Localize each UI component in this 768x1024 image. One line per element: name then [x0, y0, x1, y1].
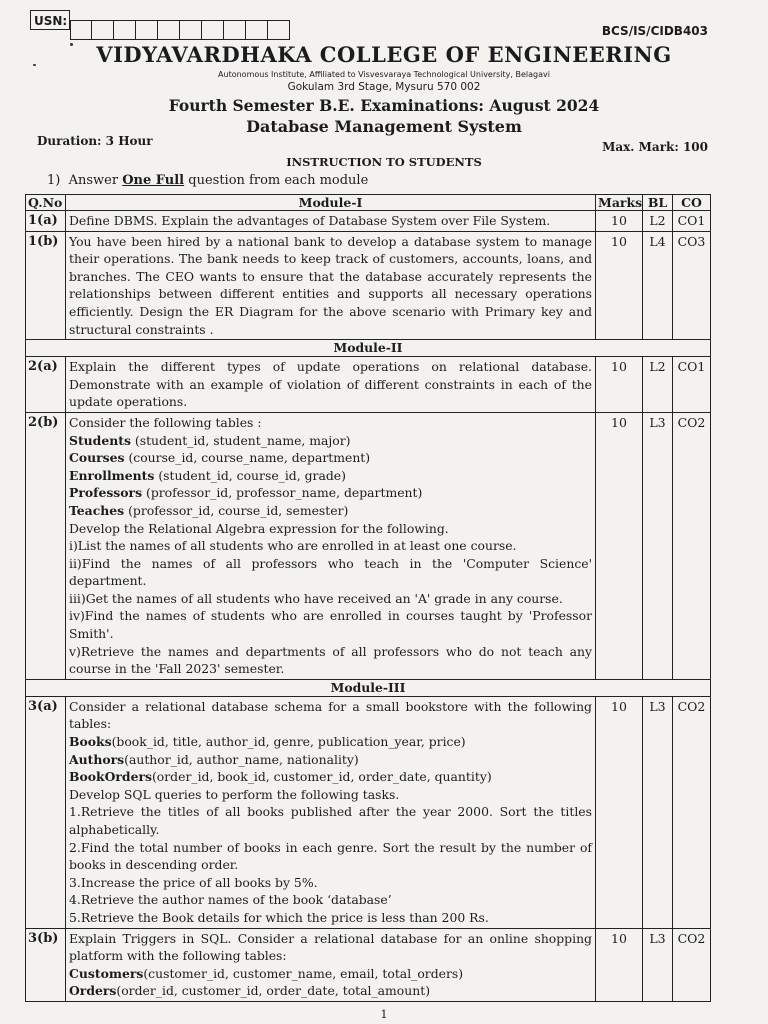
- question-text: [66, 696, 596, 928]
- table-name: Students: [69, 432, 131, 448]
- header-qno: Q.No: [26, 195, 66, 211]
- usn-box: [158, 20, 180, 40]
- course-outcome: CO2: [673, 696, 711, 928]
- sub-question: ii)Find the names of all professors who teach in the 'Computer Science' department.: [69, 555, 592, 589]
- instruction-number: 1): [47, 173, 61, 188]
- table-columns: (course_id, course_name, department): [124, 450, 371, 466]
- table-schema: [69, 751, 592, 769]
- page-number: 1: [380, 1008, 388, 1021]
- question-text: You have been hired by a national bank to develop a database system to manage their operations. The bank needs to keep track of customers, accounts, loans, and branches. The CEO wants to ensure that the database accurately represents the relationships between different entities and supports all necessary operations efficiently. Design the ER Diagram for the above scenario with Primary key and structural constraints .: [66, 231, 596, 340]
- table-name: BookOrders: [69, 769, 152, 785]
- table-schema: [69, 484, 592, 502]
- table-columns: (student_id, student_name, major): [130, 432, 351, 448]
- marks: 10: [596, 357, 643, 413]
- table-name: Teaches: [69, 502, 125, 518]
- question-intro: Consider a relational database schema for a small bookstore with the following tables:: [69, 698, 592, 732]
- question-number: 3(b): [26, 928, 66, 1001]
- instruction-pre: Answer: [68, 173, 119, 188]
- table-columns: (order_id, book_id, customer_id, order_date, quantity): [151, 769, 492, 785]
- table-columns: (book_id, title, author_id, genre, publication_year, price): [111, 734, 466, 750]
- usn-box: [180, 20, 202, 40]
- table-columns: (student_id, course_id, grade): [154, 467, 346, 483]
- table-schema: [69, 733, 592, 751]
- question-row: [26, 928, 711, 1001]
- table-columns: (professor_id, professor_name, department): [142, 485, 423, 501]
- module-title: Module-I: [66, 195, 596, 211]
- table-name: Authors: [69, 751, 125, 767]
- duration: Duration: 3 Hour: [37, 134, 153, 148]
- table-columns: (customer_id, customer_name, email, total_orders): [143, 965, 464, 981]
- task-instruction: Develop the Relational Algebra expression for the following.: [69, 520, 449, 536]
- marks: 10: [596, 696, 643, 928]
- question-number: 1(b): [26, 231, 66, 340]
- table-header: [26, 195, 711, 211]
- sub-question: 5.Retrieve the Book details for which the price is less than 200 Rs.: [69, 909, 489, 925]
- instruction-emph: One Full: [122, 173, 185, 188]
- question-number: 2(a): [26, 357, 66, 413]
- table-name: Professors: [69, 485, 143, 501]
- affiliation: Autonomous Institute, Affiliated to Visvesvaraya Technological University, Belagavi: [218, 70, 550, 79]
- question-table: [25, 194, 711, 1002]
- sub-question: v)Retrieve the names and departments of all professors who do not teach any course in the 'Fall 2023' semester.: [69, 643, 592, 677]
- paper-code: BCS/IS/CIDB403: [601, 24, 708, 38]
- question-text: Define DBMS. Explain the advantages of Database System over File System.: [66, 211, 596, 232]
- question-text: Explain the different types of update operations on relational database. Demonstrate with an example of violation of different constraints in each of the update operations.: [66, 357, 596, 413]
- college-name: VIDYAVARDHAKA COLLEGE OF ENGINEERING: [96, 42, 672, 67]
- question-row: [26, 357, 711, 413]
- bloom-level: L2: [643, 357, 673, 413]
- header-marks: Marks: [596, 195, 643, 211]
- header-co: CO: [673, 195, 711, 211]
- subject-title: Database Management System: [246, 117, 522, 136]
- usn-boxes: [70, 20, 290, 40]
- sub-question: 1.Retrieve the titles of all books published after the year 2000. Sort the titles alphabetically.: [69, 804, 592, 837]
- question-number: 3(a): [26, 696, 66, 928]
- sub-question: iii)Get the names of all students who have received an 'A' grade in any course.: [69, 590, 563, 606]
- table-schema: [69, 768, 592, 786]
- question-number: 2(b): [26, 412, 66, 679]
- table-name: Books: [69, 734, 112, 750]
- marks: 10: [596, 211, 643, 232]
- sub-question: 3.Increase the price of all books by 5%.: [69, 874, 318, 890]
- question-text: [66, 928, 596, 1001]
- max-mark: Max. Mark: 100: [602, 140, 708, 154]
- table-name: Enrollments: [69, 467, 155, 483]
- question-intro: Explain Triggers in SQL. Consider a relational database for an online shopping platform with the following tables:: [69, 930, 592, 964]
- usn-box: [92, 20, 114, 40]
- address: Gokulam 3rd Stage, Mysuru 570 002: [287, 81, 481, 93]
- module-title: Module-II: [26, 340, 711, 357]
- course-outcome: CO3: [673, 231, 711, 340]
- usn-box: [70, 20, 92, 40]
- question-intro: Consider the following tables :: [69, 414, 262, 430]
- bloom-level: L3: [643, 412, 673, 679]
- module-row: [26, 679, 711, 696]
- marks: 10: [596, 412, 643, 679]
- table-schema: [69, 467, 592, 485]
- sub-question: i)List the names of all students who are enrolled in at least one course.: [69, 538, 517, 554]
- table-schema: [69, 502, 592, 520]
- table-name: Courses: [69, 450, 125, 466]
- course-outcome: CO2: [673, 412, 711, 679]
- usn-box: [202, 20, 224, 40]
- usn-box: [268, 20, 290, 40]
- sub-question: 2.Find the total number of books in each genre. Sort the result by the number of books in descending order.: [69, 839, 592, 873]
- course-outcome: CO1: [673, 357, 711, 413]
- task-instruction: Develop SQL queries to perform the following tasks.: [69, 786, 400, 802]
- bloom-level: L3: [643, 696, 673, 928]
- table-schema: [69, 965, 592, 983]
- marks: 10: [596, 231, 643, 340]
- sub-question: iv)Find the names of students who are enrolled in courses taught by 'Professor Smith'.: [69, 608, 592, 642]
- question-number: 1(a): [26, 211, 66, 232]
- table-schema: [69, 432, 592, 450]
- table-columns: (order_id, customer_id, order_date, total_amount): [116, 983, 431, 999]
- table-columns: (professor_id, course_id, semester): [124, 502, 349, 518]
- sub-question: 4.Retrieve the author names of the book ‘database’: [69, 892, 392, 908]
- bloom-level: L2: [643, 211, 673, 232]
- bloom-level: L4: [643, 231, 673, 340]
- usn-box: [114, 20, 136, 40]
- exam-title: Fourth Semester B.E. Examinations: August 2024: [168, 96, 600, 115]
- bloom-level: L3: [643, 928, 673, 1001]
- usn-label: USN:: [30, 10, 70, 30]
- instructions-title: INSTRUCTION TO STUDENTS: [286, 155, 482, 169]
- instruction-1: [47, 173, 368, 188]
- course-outcome: CO1: [673, 211, 711, 232]
- course-outcome: CO2: [673, 928, 711, 1001]
- module-title: Module-III: [26, 679, 711, 696]
- header-bl: BL: [643, 195, 673, 211]
- usn-box: [246, 20, 268, 40]
- table-name: Customers: [69, 965, 144, 981]
- usn-box: [136, 20, 158, 40]
- table-name: Orders: [69, 983, 117, 999]
- question-row: [26, 412, 711, 679]
- question-text: [66, 412, 596, 679]
- instruction-post: question from each module: [188, 173, 369, 188]
- question-row: [26, 211, 711, 232]
- table-columns: (author_id, author_name, nationality): [124, 751, 359, 767]
- usn-box: [224, 20, 246, 40]
- table-schema: [69, 982, 592, 1000]
- table-schema: [69, 449, 592, 467]
- question-row: [26, 696, 711, 928]
- question-row: [26, 231, 711, 340]
- marks: 10: [596, 928, 643, 1001]
- module-row: [26, 340, 711, 357]
